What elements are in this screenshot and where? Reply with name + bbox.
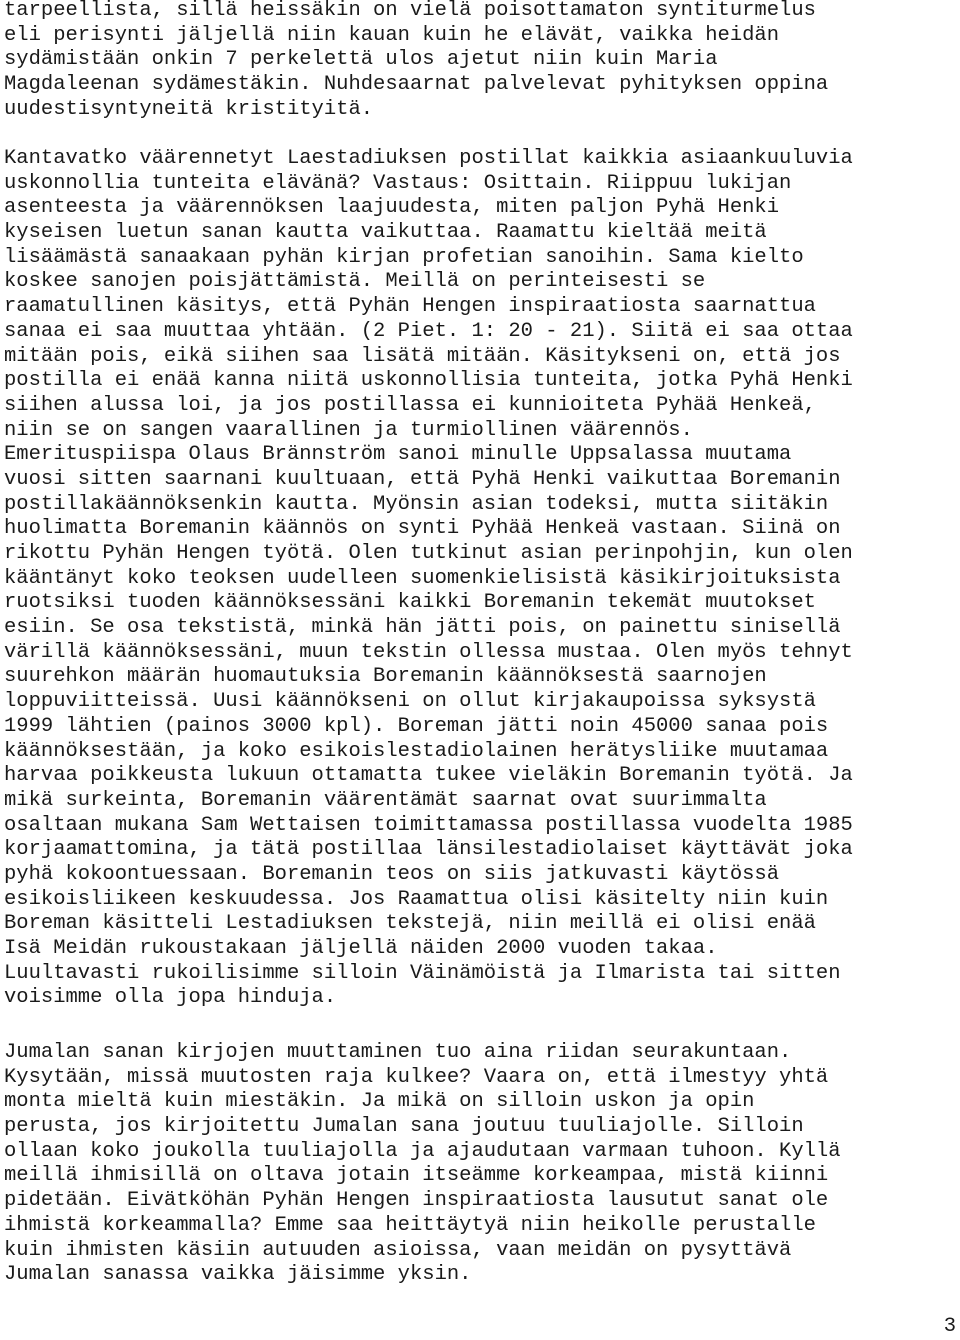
text-line: uskonnollia tunteita elävänä? Vastaus: Osittain. Riippuu lukijan <box>4 171 792 195</box>
text-line: niin se on sangen vaarallinen ja turmiollinen väärennös. <box>4 418 693 442</box>
text-line: tarpeellista, sillä heissäkin on vielä poisottamaton syntiturmelus <box>4 0 816 22</box>
text-line: 1999 lähtien (painos 3000 kpl). Boreman jätti noin 45000 sanaa pois <box>4 714 829 738</box>
text-line: Emerituspiispa Olaus Brännström sanoi minulle Uppsalassa muutama <box>4 443 792 467</box>
text-line: kääntänyt koko teoksen uudelleen suomenkielisistä käsikirjoituksista <box>4 566 841 590</box>
text-line: esiin. Se osa tekstistä, minkä hän jätti pois, on painettu sinisellä <box>4 616 841 640</box>
text-line: pidetään. Eivätköhän Pyhän Hengen inspiraatiosta lausutut sanat ole <box>4 1189 829 1213</box>
text-line: Kysytään, missä muutosten raja kulkee? Vaara on, että ilmestyy yhtä <box>4 1065 829 1089</box>
page-number: 3 <box>943 1315 956 1338</box>
text-line: Boreman käsitteli Lestadiuksen tekstejä, niin meillä ei olisi enää <box>4 912 816 936</box>
text-line: Isä Meidän rukoustakaan jäljellä näiden 2000 vuoden takaa. <box>4 937 718 960</box>
text-line: Magdaleenan sydämestäkin. Nuhdesaarnat palvelevat pyhityksen oppina <box>4 73 829 97</box>
text-line: kuin ihmisten käsiin autuuden asioissa, vaan meidän on pysyttävä <box>4 1238 792 1262</box>
text-line: ihmistä korkeammalla? Emme saa heittäytyä niin heikolle perustalle <box>4 1213 816 1237</box>
text-line: uudestisyntyneitä kristityitä. <box>4 97 374 121</box>
text-line: Luultavasti rukoilisimme silloin Väinämöistä ja Ilmarista tai sitten <box>4 961 841 985</box>
text-line: värillä käännöksessäni, muun tekstin ollessa mustaa. Olen myös tehnyt <box>4 640 853 664</box>
text-line: meillä ihmisillä on oltava jotain itseämme korkeampaa, mistä kiinni <box>4 1164 829 1188</box>
text-line: sanaa ei saa muuttaa yhtään. (2 Piet. 1: 20 - 21). Siitä ei saa ottaa <box>4 319 853 343</box>
text-line: mikä surkeinta, Boremanin väärentämät saarnat ovat suurimmalta <box>4 788 767 812</box>
text-line: käännöksestään, ja koko esikoislestadiolainen herätysliike muutamaa <box>4 739 829 763</box>
text-line: korjaamattomina, ja tätä postillaa länsilestadiolaiset käyttävät joka <box>4 838 853 862</box>
text-line: Jumalan sanan kirjojen muuttaminen tuo aina riidan seurakuntaan. <box>4 1041 792 1064</box>
text-line: harvaa poikkeusta lukuun ottamatta tukee vieläkin Boremanin työtä. Ja <box>4 764 853 788</box>
text-line: postilla ei enää kanna niitä uskonnollisia tunteita, jotka Pyhä Henki <box>4 369 853 393</box>
text-line: kyseisen luetun sanan kautta vaikuttaa. Raamattu kieltää meitä <box>4 221 767 245</box>
text-line: pyhä kokoontuessaan. Boremanin teos on siis jatkuvasti käytössä <box>4 862 780 886</box>
paragraph-2 <box>4 147 954 1011</box>
text-line: vuosi sitten saarnani kuultuaan, että Pyhä Henki vaikuttaa Boremanin <box>4 467 841 491</box>
text-line: osaltaan mukana Sam Wettaisen toimittamassa postillassa vuodelta 1985 <box>4 813 853 837</box>
text-line: siihen alussa loi, ja jos postillassa ei kunnioiteta Pyhää Henkeä, <box>4 393 816 417</box>
text-line: eli perisynti jäljellä niin kauan kuin he elävät, vaikka heidän <box>4 23 780 47</box>
text-line: asenteesta ja väärennöksen laajuudesta, miten paljon Pyhä Henki <box>4 196 780 220</box>
text-line: koskee sanojen poisjättämistä. Meillä on perinteisesti se <box>4 270 706 294</box>
text-line: loppuviitteissä. Uusi käännökseni on ollut kirjakaupoissa syksystä <box>4 690 816 714</box>
text-line: rikottu Pyhän Hengen työtä. Olen tutkinut asian perinpohjin, kun olen <box>4 542 853 565</box>
text-line: Jumalan sanassa vaikka jäisimme yksin. <box>4 1263 472 1287</box>
text-line: esikoisliikeen keskuudessa. Jos Raamattua olisi käsitelty niin kuin <box>4 887 829 911</box>
text-line: voisimme olla jopa hinduja. <box>4 986 337 1010</box>
text-line: perusta, jos kirjoitettu Jumalan sana joutuu tuuliajolle. Silloin <box>4 1115 804 1139</box>
paragraph-1 <box>4 0 954 122</box>
text-line: ruotsiksi tuoden käännöksessäni kaikki Boremanin tekemät muutokset <box>4 591 816 615</box>
text-line: mitään pois, eikä siihen saa lisätä mitään. Käsitykseni on, että jos <box>4 344 841 368</box>
text-line: suurehkon määrän huomautuksia Boremanin käännöksestä saarnojen <box>4 665 767 689</box>
text-line: raamatullinen käsitys, että Pyhän Hengen inspiraatiosta saarnattua <box>4 295 816 319</box>
text-line: Kantavatko väärennetyt Laestadiuksen postillat kaikkia asiaankuuluvia <box>4 147 853 170</box>
text-line: lisäämästä sanaakaan pyhän kirjan profetian sanoihin. Sama kielto <box>4 245 804 269</box>
text-line: monta mieltä kuin miestäkin. Ja mikä on silloin uskon ja opin <box>4 1090 755 1114</box>
text-line: huolimatta Boremanin käännös on synti Pyhää Henkeä vastaan. Siinä on <box>4 517 841 541</box>
text-line: postillakäännöksenkin kautta. Myönsin asian todeksi, mutta siitäkin <box>4 492 829 516</box>
text-line: sydämistään onkin 7 perkelettä ulos ajetut niin kuin Maria <box>4 48 718 72</box>
text-line: ollaan koko joukolla tuuliajolla ja ajaudutaan varmaan tuhoon. Kyllä <box>4 1139 841 1163</box>
paragraph-3 <box>4 1041 954 1288</box>
